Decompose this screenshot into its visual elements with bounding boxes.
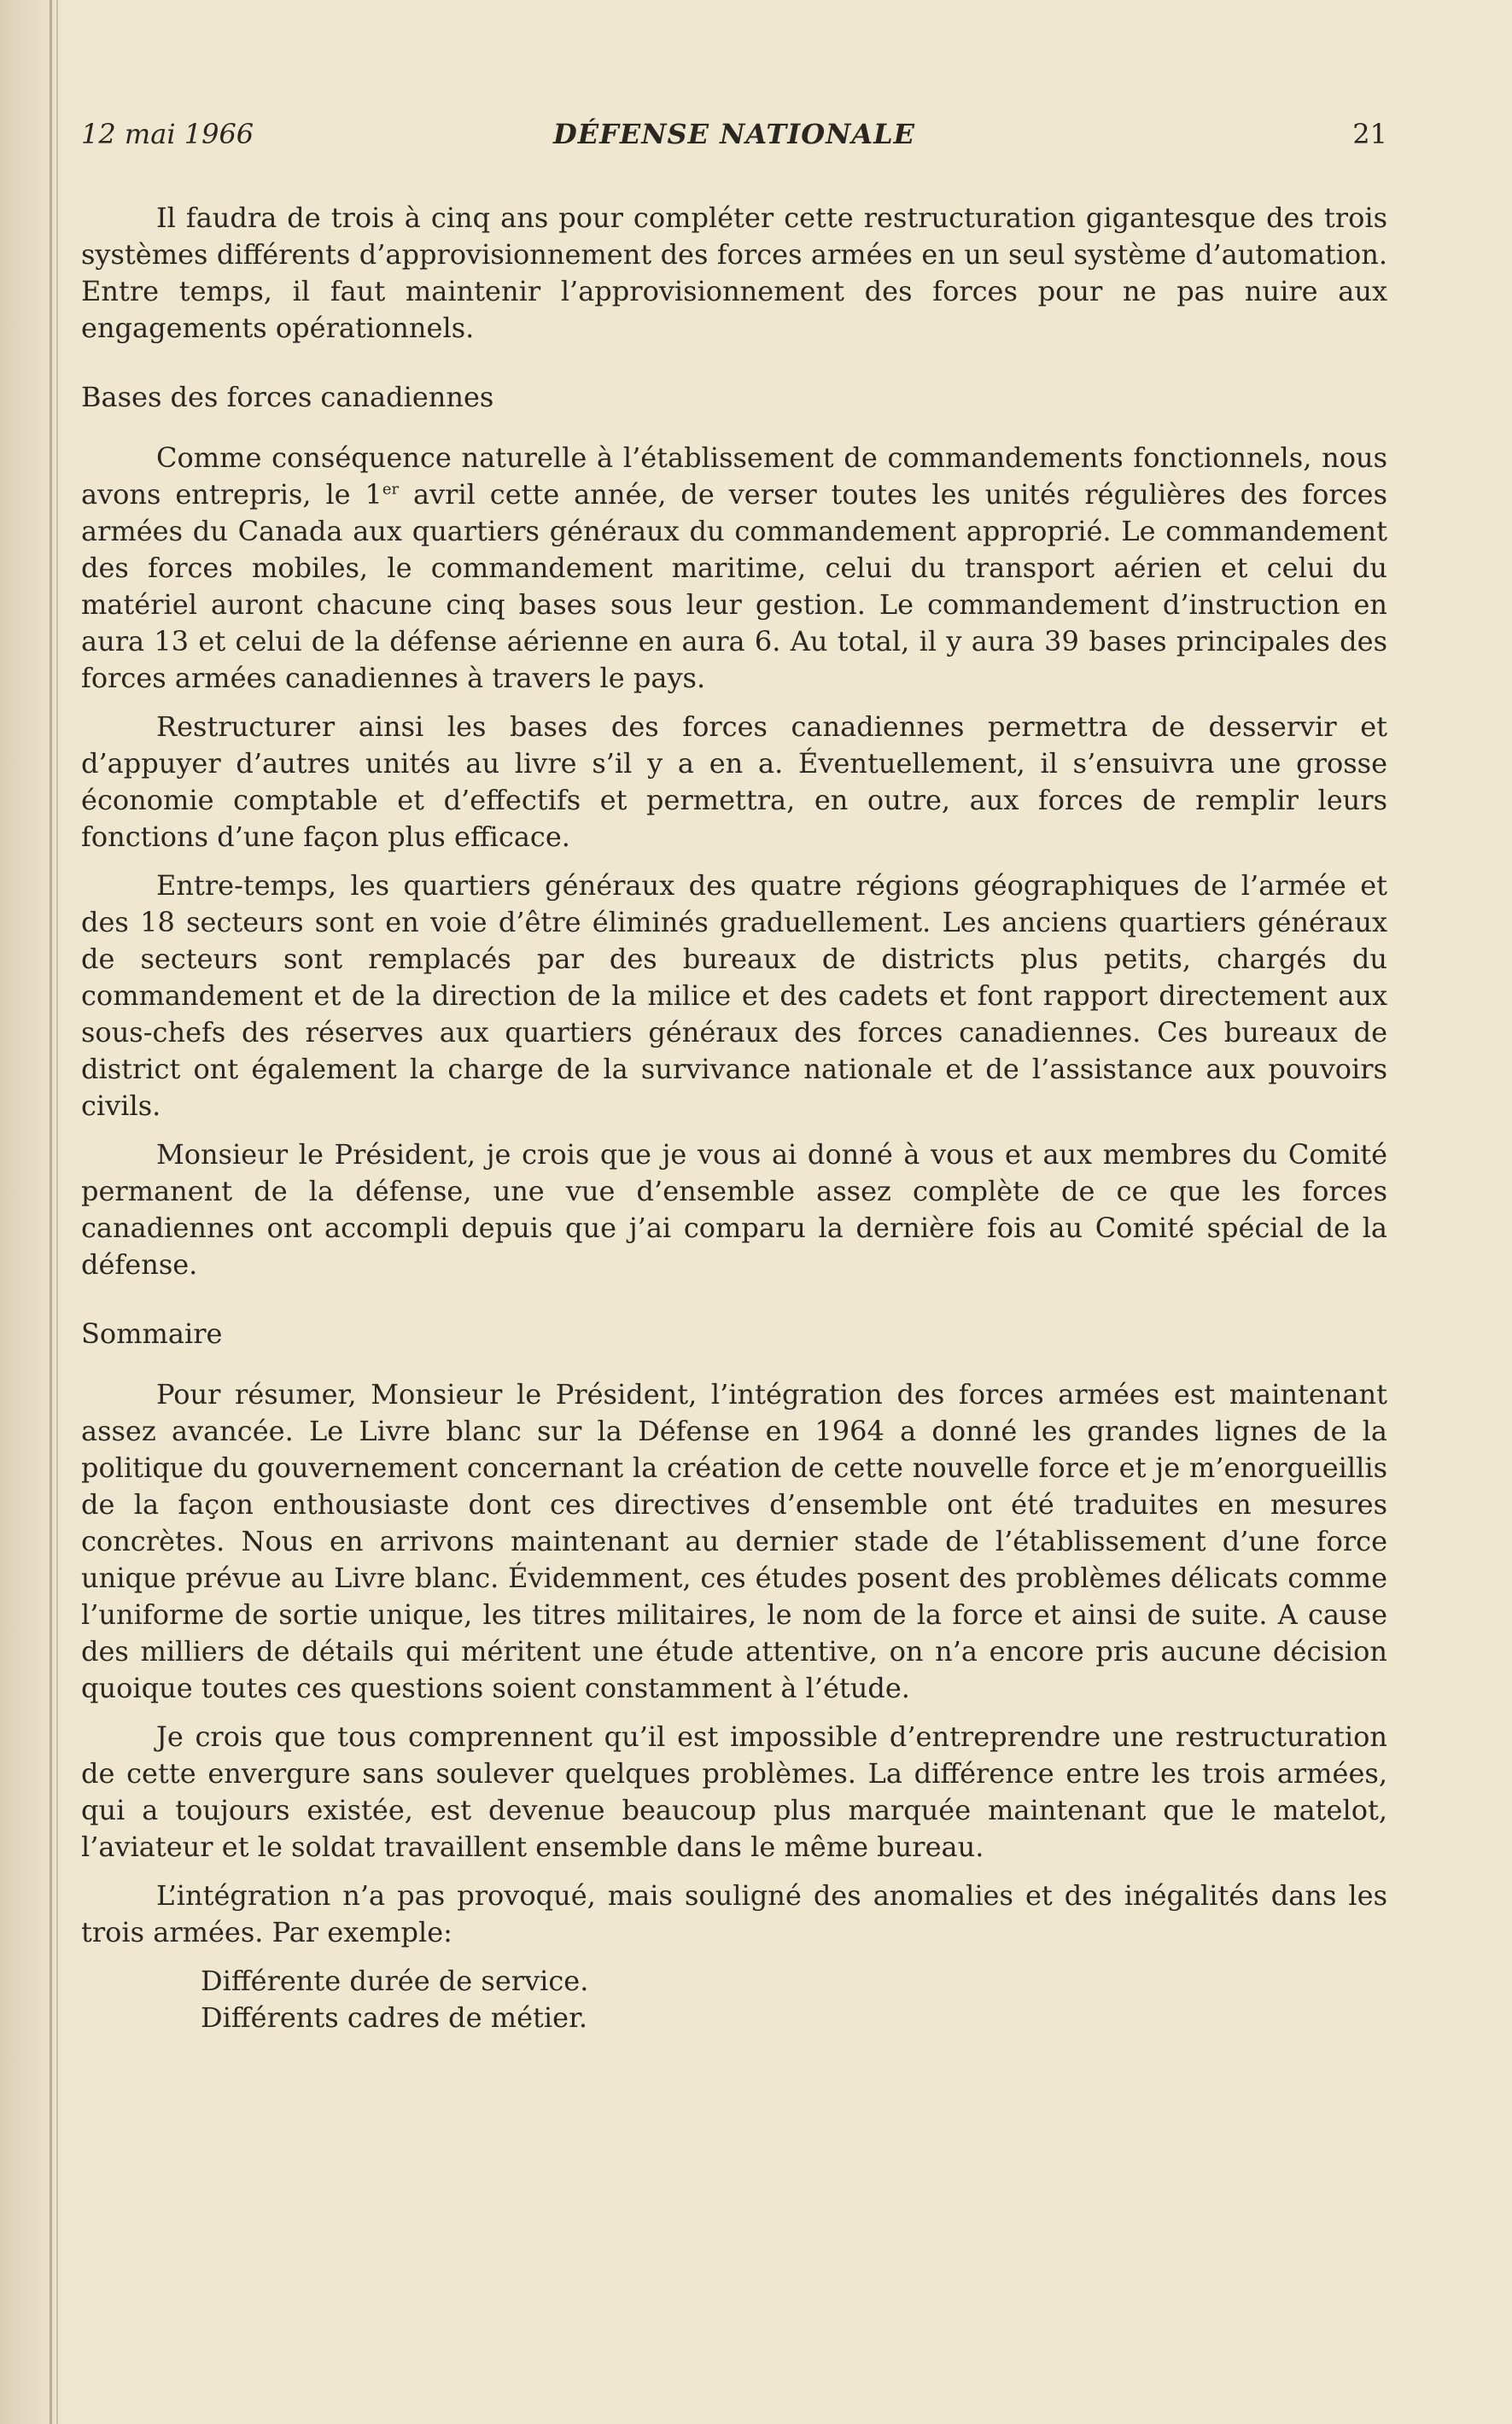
paragraph-1: Il faudra de trois à cinq ans pour compléter cette restructuration gigantesque des trois systèmes différents d’approvisionnement des forces armées en un seul système d’automation. Entre temps, il faut maintenir l’approvisionnement des forces pour ne pas nuire aux engagements opérationnels. [81,202,1387,344]
paragraph-6: Pour résumer, Monsieur le Président, l’intégration des forces armées est maintenant assez avancée. Le Livre blanc sur la Défense en 1964 a donné les grandes lignes de la politique du gouvernement concernant la création de cette nouvelle force et je m’enorgueillis de la façon enthousiaste dont ces directives d’ensemble ont été traduites en mesures concrètes. Nous en arrivons maintenant au dernier stade de l’établissement d’une force unique prévue au Livre blanc. Évidemment, ces études posent des problèmes délicats comme l’uniforme de sortie unique, les titres militaires, le nom de la force et ainsi de suite. A cause des milliers de détails qui méritent une étude attentive, on n’a encore pris aucune décision quoique toutes ces questions soient constamment à l’étude. [81,1378,1387,1704]
section-heading-bases: Bases des forces canadiennes [81,381,494,413]
document-page [81,111,1387,2036]
page-number: 21 [1352,118,1387,150]
running-header [81,111,1387,162]
paragraph-2 [81,440,1387,697]
binding-edge [50,0,52,2424]
binding-edge-inner [56,0,58,2424]
paragraph-2-part-b: avril cette année, de verser toutes les unités régulières des forces armées du Canada aux quartiers généraux du commandement approprié. Le commandement des forces mobiles, le commandement maritime, celui du transport aérien et celui du matériel auront chacune cinq bases sous leur gestion. Le commandement d’instruction en aura 13 et celui de la défense aérienne en aura 6. Au total, il y aura 39 bases principales des forces armées canadiennes à travers le pays. [81,478,1388,694]
paragraph-8: L’intégration n’a pas provoqué, mais souligné des anomalies et des inégalités dans les trois armées. Par exemple: [81,1879,1387,1948]
list-item: Différente durée de service. [201,1965,589,1997]
paragraph-2-part-a: Comme conséquence naturelle à l’établissement de commandements fonctionnels, nous avons entrepris, le 1 [81,441,1387,511]
list-item: Différents cadres de métier. [201,2001,588,2034]
paragraph-5: Monsieur le Président, je crois que je vous ai donné à vous et aux membres du Comité permanent de la défense, une vue d’ensemble assez complète de ce que les forces canadiennes ont accompli depuis que j’ai comparu la dernière fois au Comité spécial de la défense. [81,1138,1387,1281]
paragraph-7: Je crois que tous comprennent qu’il est impossible d’entreprendre une restructuration de cette envergure sans soulever quelques problèmes. La différence entre les trois armées, qui a toujours existée, est devenue beaucoup plus marquée maintenant que le matelot, l’aviateur et le soldat travaillent ensemble dans le même bureau. [81,1720,1387,1863]
superscript-er: er [382,480,400,499]
section-heading-sommaire: Sommaire [81,1317,223,1350]
binding-gutter [0,0,61,2424]
paragraph-3: Restructurer ainsi les bases des forces canadiennes permettra de desservir et d’appuyer d’autres unités au livre s’il y a en a. Éventuellement, il s’ensuivra une grosse économie comptable et d’effectifs et permettra, en outre, aux forces de remplir leurs fonctions d’une façon plus efficace. [81,710,1387,853]
header-title: DÉFENSE NATIONALE [552,118,916,150]
header-date: 12 mai 1966 [81,118,254,150]
paragraph-4: Entre-temps, les quartiers généraux des quatre régions géographiques de l’armée et des 18 secteurs sont en voie d’être éliminés graduellement. Les anciens quartiers généraux de secteurs sont remplacés par des bureaux de districts plus petits, chargés du commandement et de la direction de la milice et des cadets et font rapport directement aux sous-chefs des réserves aux quartiers généraux des forces canadiennes. Ces bureaux de district ont également la charge de la survivance nationale et de l’assistance aux pouvoirs civils. [81,869,1387,1122]
document-body [81,200,1387,2036]
